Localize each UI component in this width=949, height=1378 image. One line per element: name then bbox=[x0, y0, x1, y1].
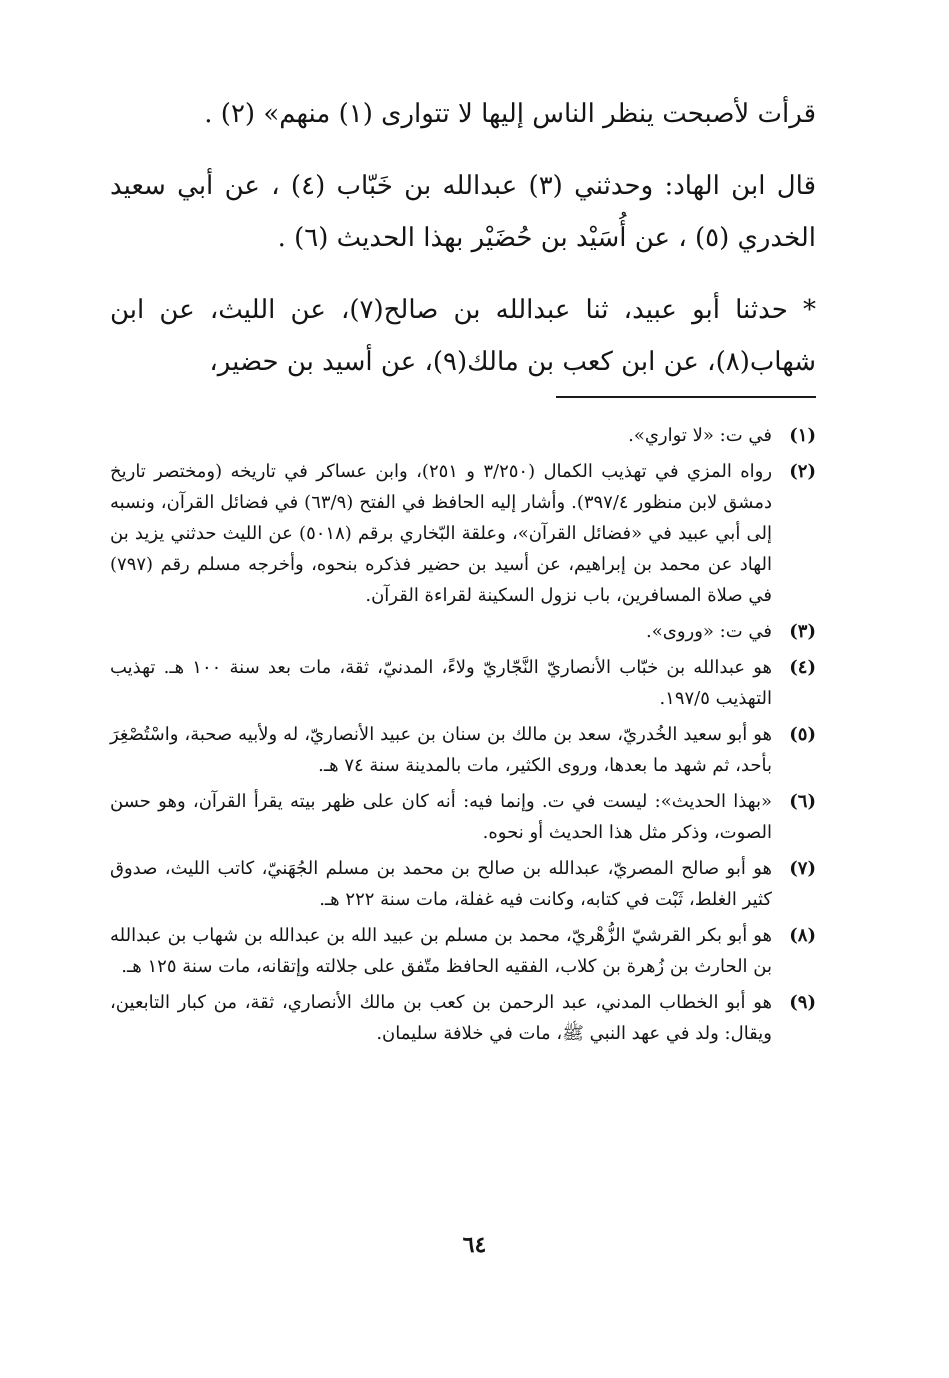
main-text bbox=[110, 88, 816, 408]
footnotes bbox=[110, 420, 816, 1054]
footnote-number: (٨) bbox=[789, 925, 816, 946]
footnote-text: هو أبو صالح المصريّ، عبدالله بن صالح بن محمد بن مسلم الجُهَنيّ، كاتب الليث، صدوق كثير الغلط، ثَبْت في كتابه، وكانت فيه غفلة، مات سنة ٢٢٢ هـ. bbox=[110, 858, 772, 910]
footnote bbox=[110, 420, 816, 451]
footnote-text: «بهذا الحديث»: ليست في ت. وإنما فيه: أنه كان على ظهر بيته يقرأ القرآن، وهو حسن الصوت، وذكر مثل هذا الحديث أو نحوه. bbox=[110, 791, 773, 843]
footnote-number: (٧) bbox=[789, 858, 816, 879]
footnote-text: في ت: «وروى». bbox=[646, 621, 772, 642]
paragraph bbox=[110, 88, 816, 140]
footnote-number: (٩) bbox=[789, 992, 816, 1013]
page-number: ٦٤ bbox=[462, 1232, 487, 1258]
footnote-number: (١) bbox=[789, 425, 816, 446]
paragraph bbox=[110, 284, 816, 388]
footnote bbox=[110, 853, 816, 915]
footnote bbox=[110, 920, 816, 982]
footnote-number: (٦) bbox=[789, 791, 816, 812]
footnote bbox=[110, 652, 816, 714]
footnote bbox=[110, 456, 816, 611]
footnote bbox=[110, 786, 816, 848]
text-line: قال ابن الهاد: وحدثني (٣) عبدالله بن خَبّاب (٤) ، عن أبي سعيد bbox=[110, 171, 816, 201]
text-line: قرأت لأصبحت ينظر الناس إليها لا تتوارى (١) منهم» (٢) . bbox=[204, 99, 816, 129]
footnote-text: هو أبو سعيد الخُدريّ، سعد بن مالك بن سنان بن عبيد الأنصاريّ، له ولأبيه صحبة، واسْتُصْغِرَ بأحد، ثم شهد ما بعدها، وروى الكثير، مات بالمدينة سنة ٧٤ هـ. bbox=[110, 724, 772, 776]
footnote-text: في ت: «لا تواري». bbox=[628, 425, 772, 446]
text-line: شهاب(٨)، عن ابن كعب بن مالك(٩)، عن أسيد بن حضير، bbox=[209, 347, 816, 377]
text-line: الخدري (٥) ، عن أُسَيْد بن حُضَيْر بهذا الحديث (٦) . bbox=[277, 223, 816, 253]
footnote bbox=[110, 616, 816, 647]
text-line: * حدثنا أبو عبيد، ثنا عبدالله بن صالح(٧)، عن الليث، عن ابن bbox=[110, 295, 816, 325]
footnote bbox=[110, 987, 816, 1049]
footnote-number: (٢) bbox=[789, 461, 816, 482]
footnote-separator bbox=[556, 396, 816, 398]
footnote-number: (٤) bbox=[789, 657, 816, 678]
footnote-text: هو عبدالله بن خبّاب الأنصاريّ النَّجّاريّ ولاءً، المدنيّ، ثقة، مات بعد سنة ١٠٠ هـ. تهذيب التهذيب ١٩٧/٥. bbox=[110, 657, 772, 709]
footnote-number: (٥) bbox=[789, 724, 816, 745]
footnote-number: (٣) bbox=[789, 621, 816, 642]
footnote-text: هو أبو بكر القرشيّ الزُّهْريّ، محمد بن مسلم بن عبيد الله بن عبدالله بن شهاب بن عبدالله بن الحارث بن زُهرة بن كلاب، الفقيه الحافظ متّفق على جلالته وإتقانه، مات سنة ١٢٥ هـ. bbox=[110, 925, 772, 977]
footnote bbox=[110, 719, 816, 781]
paragraph bbox=[110, 160, 816, 264]
footnote-text: رواه المزي في تهذيب الكمال (٣/٢٥٠ و ٢٥١)، وابن عساكر في تاريخه (ومختصر تاريخ دمشق لابن منظور ٣٩٧/٤). وأشار إليه الحافظ في الفتح (٦٣/٩) في فضائل القرآن، ونسبه إلى أبي عبيد في «فضائل القرآن»، وعلقة البّخاري برقم (٥٠١٨) عن الليث حدثني يزيد بن الهاد عن محمد بن إبراهيم، عن أسيد بن حضير فذكره بنحوه، وأخرجه مسلم رقم (٧٩٧) في صلاة المسافرين، باب نزول السكينة لقراءة القرآن. bbox=[110, 461, 773, 606]
footnote-text: هو أبو الخطاب المدني، عبد الرحمن بن كعب بن مالك الأنصاري، ثقة، من كبار التابعين، ويقال: ولد في عهد النبي ﷺ، مات في خلافة سليمان. bbox=[110, 992, 772, 1044]
